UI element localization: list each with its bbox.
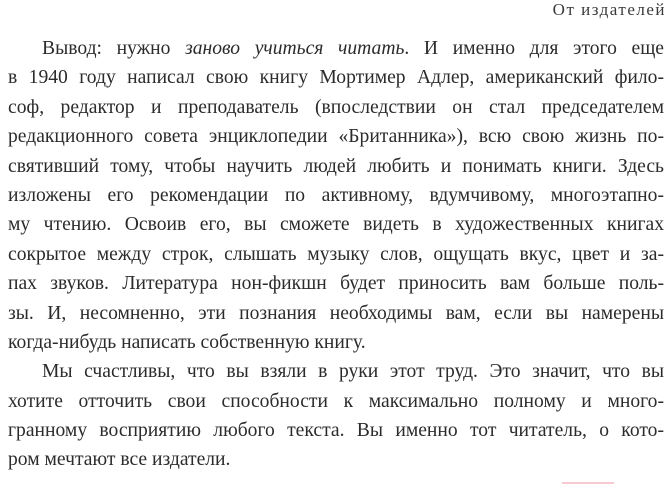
text-line: изложены его рекомендации по активному, вдумчивому, многоэтапно- (8, 184, 664, 206)
body-text (8, 34, 664, 475)
text-line: святивший тому, чтобы научить людей любить и понимать книги. Здесь (8, 155, 664, 177)
text-line: Вывод: нужно заново учиться читать. И именно для этого еще (42, 38, 664, 59)
text-line: ром мечтают все издатели. (8, 449, 231, 471)
running-head: От издателей (552, 0, 666, 19)
text-line: му чтению. Освоив его, вы сможете видеть в художественных книгах (8, 214, 664, 236)
emphasis-text: заново учиться читать (185, 38, 405, 59)
text-line: хотите отточить свои способности к максимально полному и много- (8, 390, 664, 412)
footer-mark (562, 482, 614, 484)
text-line: Мы счастливы, что вы взяли в руки этот труд. Это значит, что вы (42, 361, 664, 383)
paragraph (8, 357, 664, 475)
text-line: редакционного совета энциклопедии «Британника»), всю свою жизнь по- (8, 126, 664, 148)
text-line: гранному восприятию любого текста. Вы именно тот читатель, о кото- (8, 420, 664, 442)
text-line: в 1940 году написал свою книгу Мортимер Адлер, американский фило- (8, 67, 664, 89)
text-line: пах звуков. Литература нон-фикшн будет приносить вам больше поль- (8, 273, 664, 295)
text-line: зы. И, несомненно, эти познания необходимы вам, если вы намерены (8, 302, 664, 324)
text-line: когда-нибудь написать собственную книгу. (8, 331, 366, 353)
paragraph (8, 34, 664, 357)
text-line: соф, редактор и преподаватель (впоследствии он стал председателем (8, 96, 664, 118)
text-line: сокрытое между строк, слышать музыку слов, ощущать вкус, цвет и за- (8, 243, 664, 265)
